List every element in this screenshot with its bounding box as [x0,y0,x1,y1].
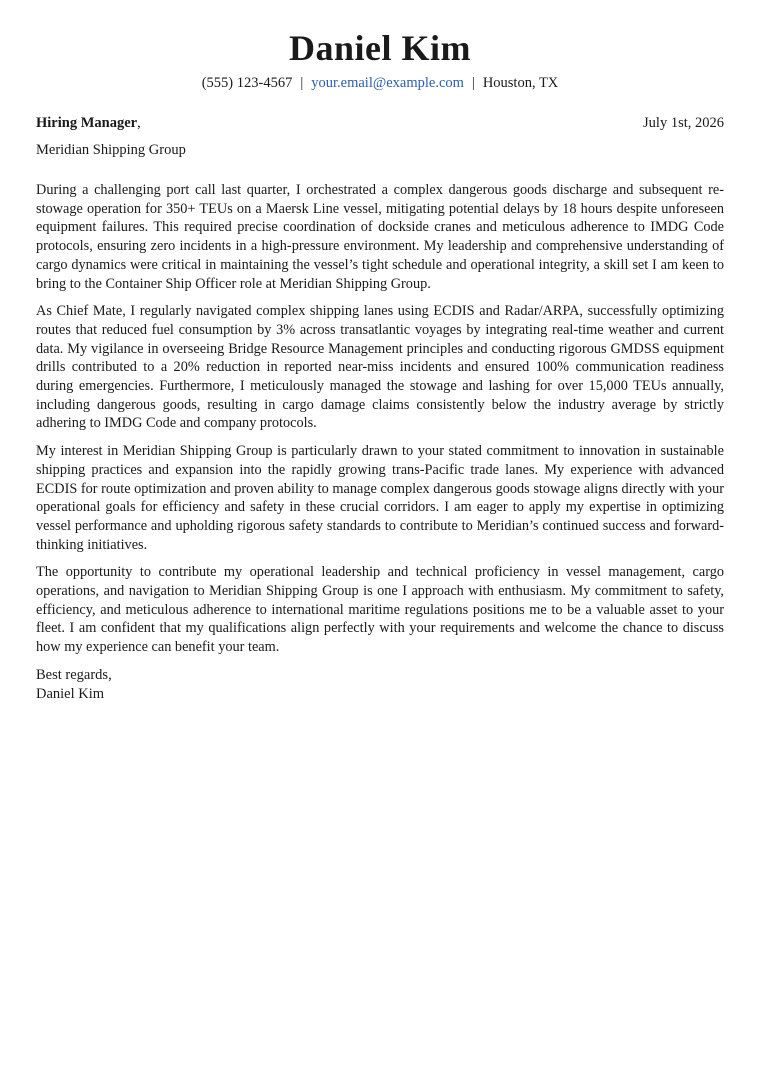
contact-separator: | [300,75,304,91]
phone-number: (555) 123-4567 [201,75,293,91]
body-paragraph: My interest in Meridian Shipping Group is particularly drawn to your stated commitment to innovation in sustainable shipping practices and expansion into the rapidly growing trans-Pacific trade lanes. My experience with advanced ECDIS for route optimization and proven ability to manage complex dangerous goods stowage aligns directly with your operational goals for efficiency and safety in these crucial corridors. I am eager to apply my expertise in optimizing vessel performance and upholding rigorous safety standards to contribute to Meridian’s continued success and forward-thinking initiatives. [36,443,724,553]
closing-salutation: Best regards, [36,666,112,683]
contact-separator: | [471,75,475,91]
closing-block [36,666,724,703]
recipient-greeting [36,114,141,132]
letter-body [36,181,724,657]
recipient-company: Meridian Shipping Group [36,142,186,158]
recipient-row [36,114,724,132]
email-link[interactable]: your.email@example.com [311,75,464,91]
contact-line [36,74,724,92]
recipient-name: Hiring Manager [36,115,138,131]
body-paragraph: During a challenging port call last quarter, I orchestrated a complex dangerous goods discharge and subsequent re-stowage operation for 350+ TEUs on a Maersk Line vessel, mitigating potential delays by 18 hours despite unforeseen equipment failures. This required precise coordination of dockside cranes and meticulous adherence to IMDG Code protocols, ensuring zero incidents in a high-pressure environment. My leadership and comprehensive understanding of cargo dynamics were critical in maintaining the vessel’s tight schedule and operational integrity, a skill set I am keen to bring to the Container Ship Officer role at Meridian Shipping Group. [36,182,724,292]
applicant-name: Daniel Kim [289,28,471,68]
recipient-comma: , [137,115,141,131]
body-paragraph: As Chief Mate, I regularly navigated complex shipping lanes using ECDIS and Radar/ARPA, successfully optimizing routes that reduced fuel consumption by 3% across transatlantic voyages by integrating real-time weather and current data. My vigilance in overseeing Bridge Resource Management principles and conducting rigorous GMDSS equipment drills contributed to a 20% reduction in reported near-miss incidents and ensured 100% communication readiness during emergencies. Furthermore, I meticulously managed the stowage and lashing for over 15,000 TEUs annually, including dangerous goods, resulting in cargo damage claims consistently below the industry average by strictly adhering to IMDG Code and company protocols. [36,303,724,432]
closing-signature: Daniel Kim [36,685,105,702]
letter-date: July 1st, 2026 [643,115,724,131]
location: Houston, TX [482,75,559,91]
body-paragraph: The opportunity to contribute my operational leadership and technical proficiency in vessel management, cargo operations, and navigation to Meridian Shipping Group is one I approach with enthusiasm. My commitment to safety, efficiency, and meticulous adherence to international maritime regulations positions me to be a valuable asset to your fleet. I am confident that my qualifications align perfectly with your requirements and welcome the chance to discuss how my experience can benefit your team. [36,564,724,656]
